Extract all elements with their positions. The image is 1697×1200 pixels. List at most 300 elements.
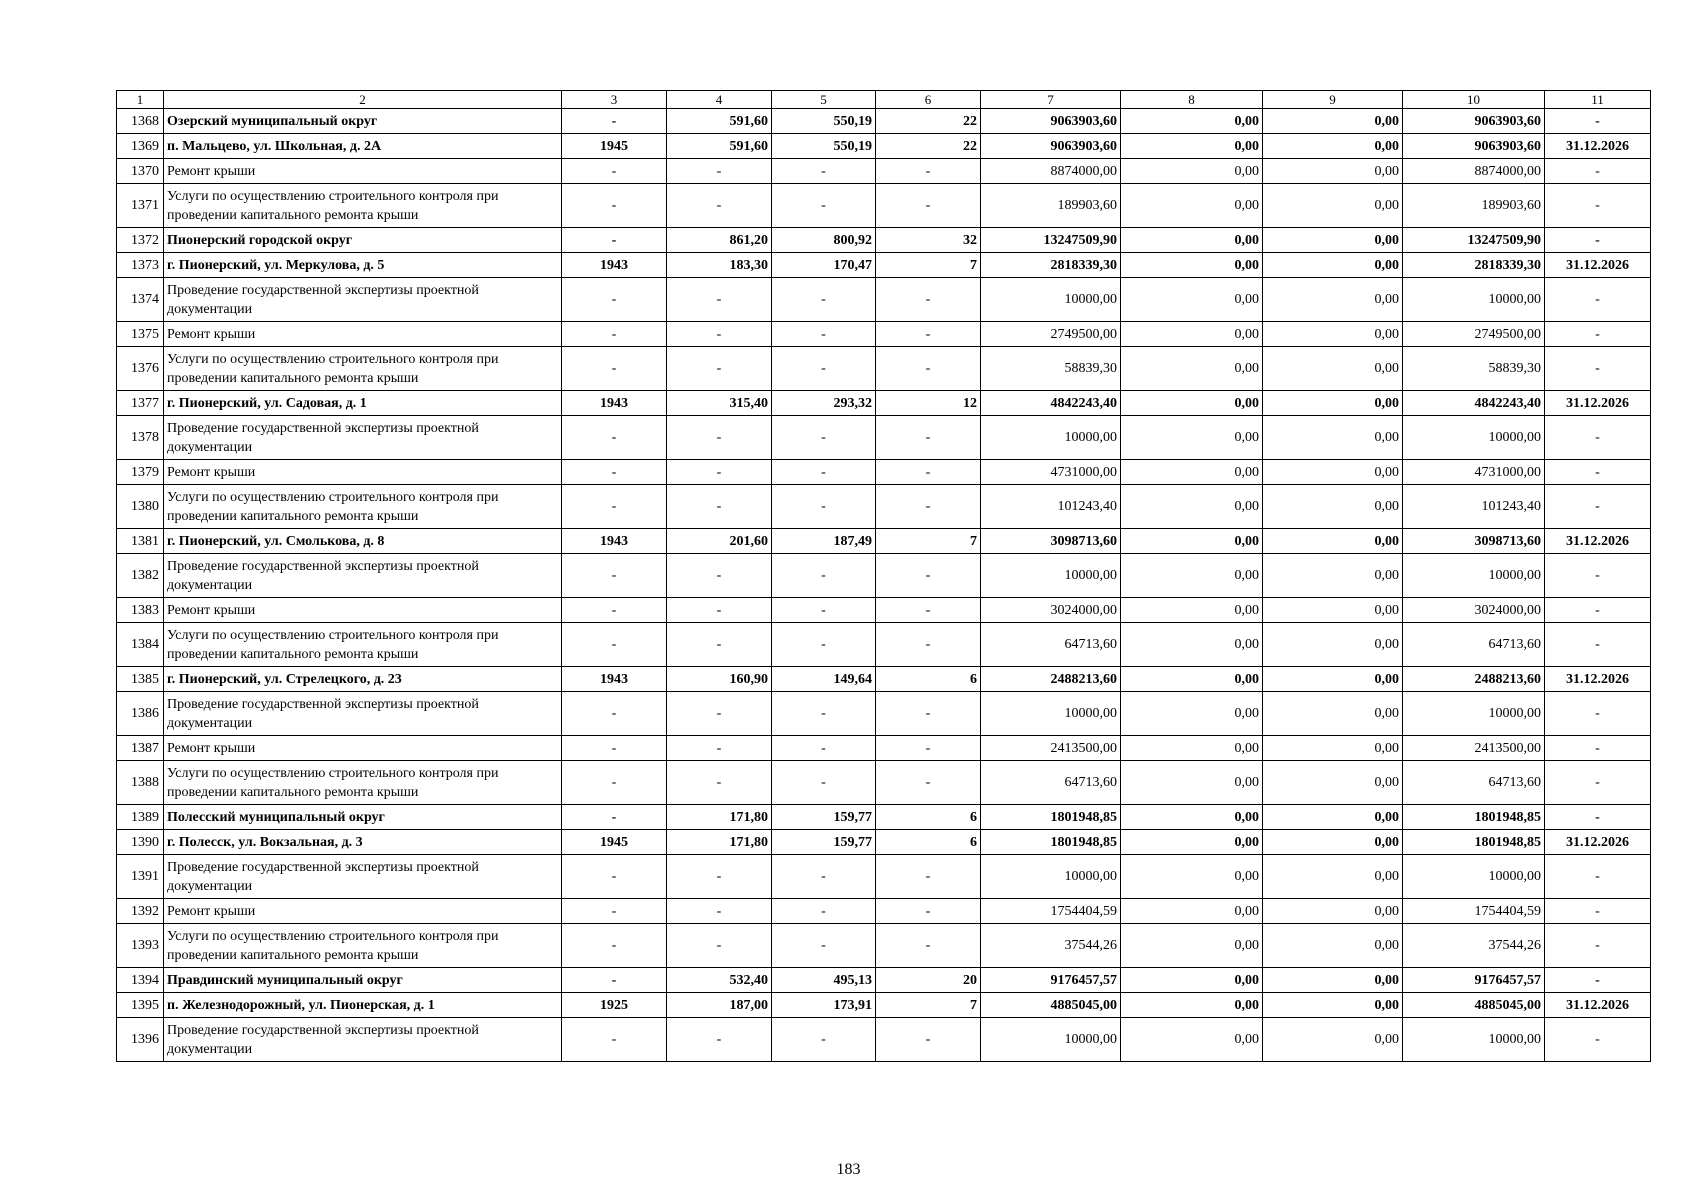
col8-cell: 0,00 — [1121, 391, 1263, 416]
deadline-cell: - — [1545, 692, 1651, 736]
col5-cell: 149,64 — [772, 667, 876, 692]
column-number-header: 11 — [1545, 91, 1651, 109]
col4-cell: - — [667, 736, 772, 761]
item-name-cell: Услуги по осуществлению строительного контроля при проведении капитального ремонта крыши — [164, 347, 562, 391]
row-number-cell: 1372 — [117, 228, 164, 253]
col8-cell: 0,00 — [1121, 968, 1263, 993]
col6-cell: - — [876, 899, 981, 924]
col8-cell: 0,00 — [1121, 109, 1263, 134]
col6-cell: 7 — [876, 993, 981, 1018]
table-row — [117, 692, 1651, 736]
col10-cell: 58839,30 — [1403, 347, 1545, 391]
col9-cell: 0,00 — [1263, 736, 1403, 761]
row-number-cell: 1376 — [117, 347, 164, 391]
col6-cell: - — [876, 322, 981, 347]
build-year-cell: 1943 — [562, 529, 667, 554]
total-cost-cell: 10000,00 — [981, 1018, 1121, 1062]
row-number-cell: 1391 — [117, 855, 164, 899]
col9-cell: 0,00 — [1263, 554, 1403, 598]
table-row — [117, 109, 1651, 134]
col5-cell: - — [772, 598, 876, 623]
build-year-cell: - — [562, 278, 667, 322]
col10-cell: 3024000,00 — [1403, 598, 1545, 623]
col4-cell: - — [667, 692, 772, 736]
item-name-cell: Услуги по осуществлению строительного контроля при проведении капитального ремонта крыши — [164, 761, 562, 805]
col8-cell: 0,00 — [1121, 598, 1263, 623]
row-number-cell: 1392 — [117, 899, 164, 924]
column-number-header: 6 — [876, 91, 981, 109]
table-row — [117, 416, 1651, 460]
build-year-cell: - — [562, 184, 667, 228]
table-row — [117, 322, 1651, 347]
item-name-cell: Полесский муниципальный округ — [164, 805, 562, 830]
col5-cell: - — [772, 159, 876, 184]
build-year-cell: - — [562, 109, 667, 134]
build-year-cell: 1945 — [562, 134, 667, 159]
col6-cell: - — [876, 855, 981, 899]
table-row — [117, 228, 1651, 253]
row-number-cell: 1393 — [117, 924, 164, 968]
build-year-cell: - — [562, 899, 667, 924]
build-year-cell: - — [562, 623, 667, 667]
deadline-cell: - — [1545, 109, 1651, 134]
column-number-header: 2 — [164, 91, 562, 109]
table-row — [117, 924, 1651, 968]
table-row — [117, 134, 1651, 159]
col10-cell: 9176457,57 — [1403, 968, 1545, 993]
col5-cell: - — [772, 736, 876, 761]
column-number-header: 7 — [981, 91, 1121, 109]
col6-cell: - — [876, 692, 981, 736]
item-name-cell: Проведение государственной экспертизы проектной документации — [164, 1018, 562, 1062]
table-row — [117, 805, 1651, 830]
col10-cell: 10000,00 — [1403, 1018, 1545, 1062]
build-year-cell: - — [562, 416, 667, 460]
col9-cell: 0,00 — [1263, 391, 1403, 416]
col9-cell: 0,00 — [1263, 830, 1403, 855]
col10-cell: 64713,60 — [1403, 623, 1545, 667]
deadline-cell: - — [1545, 736, 1651, 761]
col8-cell: 0,00 — [1121, 692, 1263, 736]
col5-cell: 800,92 — [772, 228, 876, 253]
item-name-cell: Проведение государственной экспертизы проектной документации — [164, 855, 562, 899]
col10-cell: 8874000,00 — [1403, 159, 1545, 184]
build-year-cell: - — [562, 692, 667, 736]
total-cost-cell: 10000,00 — [981, 416, 1121, 460]
col6-cell: - — [876, 554, 981, 598]
row-number-cell: 1384 — [117, 623, 164, 667]
deadline-cell: 31.12.2026 — [1545, 993, 1651, 1018]
item-name-cell: п. Железнодорожный, ул. Пионерская, д. 1 — [164, 993, 562, 1018]
deadline-cell: 31.12.2026 — [1545, 830, 1651, 855]
total-cost-cell: 1801948,85 — [981, 830, 1121, 855]
col9-cell: 0,00 — [1263, 322, 1403, 347]
col8-cell: 0,00 — [1121, 667, 1263, 692]
col5-cell: - — [772, 278, 876, 322]
col6-cell: 20 — [876, 968, 981, 993]
item-name-cell: Услуги по осуществлению строительного контроля при проведении капитального ремонта крыши — [164, 623, 562, 667]
build-year-cell: 1943 — [562, 667, 667, 692]
item-name-cell: Ремонт крыши — [164, 598, 562, 623]
col6-cell: - — [876, 736, 981, 761]
col10-cell: 9063903,60 — [1403, 134, 1545, 159]
table-row — [117, 968, 1651, 993]
col6-cell: 7 — [876, 253, 981, 278]
col10-cell: 10000,00 — [1403, 692, 1545, 736]
item-name-cell: Проведение государственной экспертизы проектной документации — [164, 278, 562, 322]
column-number-header: 4 — [667, 91, 772, 109]
col6-cell: 22 — [876, 134, 981, 159]
total-cost-cell: 64713,60 — [981, 623, 1121, 667]
item-name-cell: Ремонт крыши — [164, 899, 562, 924]
col9-cell: 0,00 — [1263, 623, 1403, 667]
col10-cell: 10000,00 — [1403, 855, 1545, 899]
row-number-cell: 1389 — [117, 805, 164, 830]
col6-cell: - — [876, 460, 981, 485]
deadline-cell: 31.12.2026 — [1545, 391, 1651, 416]
col9-cell: 0,00 — [1263, 598, 1403, 623]
row-number-cell: 1381 — [117, 529, 164, 554]
col8-cell: 0,00 — [1121, 529, 1263, 554]
col9-cell: 0,00 — [1263, 184, 1403, 228]
col8-cell: 0,00 — [1121, 1018, 1263, 1062]
column-number-header: 9 — [1263, 91, 1403, 109]
row-number-cell: 1374 — [117, 278, 164, 322]
col8-cell: 0,00 — [1121, 736, 1263, 761]
col4-cell: 183,30 — [667, 253, 772, 278]
col5-cell: - — [772, 460, 876, 485]
deadline-cell: - — [1545, 228, 1651, 253]
col6-cell: - — [876, 598, 981, 623]
col5-cell: 550,19 — [772, 134, 876, 159]
deadline-cell: - — [1545, 924, 1651, 968]
col9-cell: 0,00 — [1263, 485, 1403, 529]
row-number-cell: 1383 — [117, 598, 164, 623]
col4-cell: 591,60 — [667, 109, 772, 134]
row-number-cell: 1388 — [117, 761, 164, 805]
build-year-cell: - — [562, 924, 667, 968]
col5-cell: - — [772, 416, 876, 460]
total-cost-cell: 3098713,60 — [981, 529, 1121, 554]
deadline-cell: - — [1545, 598, 1651, 623]
table-row — [117, 460, 1651, 485]
table-row — [117, 278, 1651, 322]
col5-cell: - — [772, 623, 876, 667]
col6-cell: - — [876, 159, 981, 184]
col4-cell: - — [667, 598, 772, 623]
col6-cell: 6 — [876, 805, 981, 830]
col10-cell: 1801948,85 — [1403, 805, 1545, 830]
col5-cell: - — [772, 322, 876, 347]
col6-cell: 22 — [876, 109, 981, 134]
col5-cell: - — [772, 899, 876, 924]
col5-cell: 159,77 — [772, 805, 876, 830]
deadline-cell: 31.12.2026 — [1545, 253, 1651, 278]
col9-cell: 0,00 — [1263, 278, 1403, 322]
total-cost-cell: 1754404,59 — [981, 899, 1121, 924]
build-year-cell: - — [562, 554, 667, 598]
row-number-cell: 1395 — [117, 993, 164, 1018]
col10-cell: 1801948,85 — [1403, 830, 1545, 855]
table-row — [117, 993, 1651, 1018]
row-number-cell: 1375 — [117, 322, 164, 347]
col5-cell: - — [772, 761, 876, 805]
col8-cell: 0,00 — [1121, 253, 1263, 278]
col5-cell: 187,49 — [772, 529, 876, 554]
col4-cell: 171,80 — [667, 805, 772, 830]
build-year-cell: 1943 — [562, 253, 667, 278]
table-row — [117, 736, 1651, 761]
col5-cell: 550,19 — [772, 109, 876, 134]
col5-cell: 173,91 — [772, 993, 876, 1018]
col10-cell: 4731000,00 — [1403, 460, 1545, 485]
col8-cell: 0,00 — [1121, 278, 1263, 322]
column-number-header-row — [117, 91, 1651, 109]
row-number-cell: 1386 — [117, 692, 164, 736]
row-number-cell: 1382 — [117, 554, 164, 598]
deadline-cell: - — [1545, 968, 1651, 993]
col6-cell: - — [876, 924, 981, 968]
total-cost-cell: 4885045,00 — [981, 993, 1121, 1018]
row-number-cell: 1368 — [117, 109, 164, 134]
table-row — [117, 598, 1651, 623]
row-number-cell: 1377 — [117, 391, 164, 416]
col10-cell: 2818339,30 — [1403, 253, 1545, 278]
col9-cell: 0,00 — [1263, 761, 1403, 805]
col6-cell: - — [876, 485, 981, 529]
deadline-cell: - — [1545, 460, 1651, 485]
col10-cell: 4842243,40 — [1403, 391, 1545, 416]
row-number-cell: 1373 — [117, 253, 164, 278]
col9-cell: 0,00 — [1263, 228, 1403, 253]
item-name-cell: г. Пионерский, ул. Стрелецкого, д. 23 — [164, 667, 562, 692]
column-number-header: 8 — [1121, 91, 1263, 109]
col4-cell: - — [667, 347, 772, 391]
row-number-cell: 1387 — [117, 736, 164, 761]
deadline-cell: - — [1545, 159, 1651, 184]
col6-cell: - — [876, 1018, 981, 1062]
col8-cell: 0,00 — [1121, 228, 1263, 253]
col8-cell: 0,00 — [1121, 347, 1263, 391]
deadline-cell: 31.12.2026 — [1545, 134, 1651, 159]
col5-cell: - — [772, 1018, 876, 1062]
total-cost-cell: 2488213,60 — [981, 667, 1121, 692]
total-cost-cell: 9063903,60 — [981, 134, 1121, 159]
build-year-cell: - — [562, 968, 667, 993]
col9-cell: 0,00 — [1263, 993, 1403, 1018]
col4-cell: 201,60 — [667, 529, 772, 554]
deadline-cell: - — [1545, 899, 1651, 924]
col10-cell: 10000,00 — [1403, 554, 1545, 598]
col5-cell: - — [772, 554, 876, 598]
total-cost-cell: 58839,30 — [981, 347, 1121, 391]
total-cost-cell: 4731000,00 — [981, 460, 1121, 485]
item-name-cell: Проведение государственной экспертизы проектной документации — [164, 554, 562, 598]
col5-cell: 293,32 — [772, 391, 876, 416]
build-year-cell: - — [562, 598, 667, 623]
col8-cell: 0,00 — [1121, 134, 1263, 159]
col10-cell: 10000,00 — [1403, 278, 1545, 322]
col6-cell: 6 — [876, 667, 981, 692]
build-year-cell: 1945 — [562, 830, 667, 855]
deadline-cell: - — [1545, 855, 1651, 899]
col10-cell: 1754404,59 — [1403, 899, 1545, 924]
col6-cell: - — [876, 278, 981, 322]
build-year-cell: - — [562, 460, 667, 485]
col4-cell: - — [667, 623, 772, 667]
col4-cell: - — [667, 184, 772, 228]
build-year-cell: - — [562, 1018, 667, 1062]
col9-cell: 0,00 — [1263, 924, 1403, 968]
col9-cell: 0,00 — [1263, 855, 1403, 899]
total-cost-cell: 2818339,30 — [981, 253, 1121, 278]
item-name-cell: п. Мальцево, ул. Школьная, д. 2А — [164, 134, 562, 159]
col4-cell: - — [667, 924, 772, 968]
col4-cell: 187,00 — [667, 993, 772, 1018]
col8-cell: 0,00 — [1121, 416, 1263, 460]
total-cost-cell: 9063903,60 — [981, 109, 1121, 134]
col8-cell: 0,00 — [1121, 623, 1263, 667]
row-number-cell: 1390 — [117, 830, 164, 855]
column-number-header: 1 — [117, 91, 164, 109]
total-cost-cell: 10000,00 — [981, 692, 1121, 736]
col5-cell: - — [772, 855, 876, 899]
item-name-cell: г. Пионерский, ул. Меркулова, д. 5 — [164, 253, 562, 278]
row-number-cell: 1369 — [117, 134, 164, 159]
row-number-cell: 1380 — [117, 485, 164, 529]
row-number-cell: 1396 — [117, 1018, 164, 1062]
item-name-cell: Услуги по осуществлению строительного контроля при проведении капитального ремонта крыши — [164, 184, 562, 228]
col8-cell: 0,00 — [1121, 830, 1263, 855]
column-number-header: 5 — [772, 91, 876, 109]
item-name-cell: Услуги по осуществлению строительного контроля при проведении капитального ремонта крыши — [164, 924, 562, 968]
build-year-cell: - — [562, 228, 667, 253]
col10-cell: 13247509,90 — [1403, 228, 1545, 253]
total-cost-cell: 8874000,00 — [981, 159, 1121, 184]
table-row — [117, 391, 1651, 416]
col4-cell: - — [667, 322, 772, 347]
col4-cell: - — [667, 761, 772, 805]
col9-cell: 0,00 — [1263, 416, 1403, 460]
col10-cell: 2413500,00 — [1403, 736, 1545, 761]
deadline-cell: - — [1545, 623, 1651, 667]
build-year-cell: - — [562, 761, 667, 805]
total-cost-cell: 9176457,57 — [981, 968, 1121, 993]
deadline-cell: 31.12.2026 — [1545, 529, 1651, 554]
item-name-cell: Ремонт крыши — [164, 736, 562, 761]
col9-cell: 0,00 — [1263, 968, 1403, 993]
total-cost-cell: 10000,00 — [981, 554, 1121, 598]
col10-cell: 4885045,00 — [1403, 993, 1545, 1018]
item-name-cell: г. Пионерский, ул. Смолькова, д. 8 — [164, 529, 562, 554]
col5-cell: - — [772, 485, 876, 529]
col6-cell: 12 — [876, 391, 981, 416]
col10-cell: 37544,26 — [1403, 924, 1545, 968]
table-row — [117, 1018, 1651, 1062]
item-name-cell: Услуги по осуществлению строительного контроля при проведении капитального ремонта крыши — [164, 485, 562, 529]
deadline-cell: - — [1545, 761, 1651, 805]
item-name-cell: Пионерский городской округ — [164, 228, 562, 253]
total-cost-cell: 1801948,85 — [981, 805, 1121, 830]
row-number-cell: 1385 — [117, 667, 164, 692]
col9-cell: 0,00 — [1263, 805, 1403, 830]
col8-cell: 0,00 — [1121, 761, 1263, 805]
col4-cell: - — [667, 1018, 772, 1062]
col10-cell: 101243,40 — [1403, 485, 1545, 529]
col6-cell: 6 — [876, 830, 981, 855]
deadline-cell: - — [1545, 416, 1651, 460]
col4-cell: - — [667, 485, 772, 529]
col9-cell: 0,00 — [1263, 899, 1403, 924]
col4-cell: - — [667, 899, 772, 924]
build-year-cell: - — [562, 736, 667, 761]
row-number-cell: 1371 — [117, 184, 164, 228]
total-cost-cell: 10000,00 — [981, 278, 1121, 322]
col5-cell: 159,77 — [772, 830, 876, 855]
table-row — [117, 253, 1651, 278]
deadline-cell: - — [1545, 278, 1651, 322]
col6-cell: - — [876, 184, 981, 228]
total-cost-cell: 37544,26 — [981, 924, 1121, 968]
works-table — [116, 90, 1651, 1062]
col4-cell: 315,40 — [667, 391, 772, 416]
col6-cell: 7 — [876, 529, 981, 554]
deadline-cell: - — [1545, 1018, 1651, 1062]
col10-cell: 10000,00 — [1403, 416, 1545, 460]
item-name-cell: г. Полесск, ул. Вокзальная, д. 3 — [164, 830, 562, 855]
deadline-cell: - — [1545, 322, 1651, 347]
total-cost-cell: 10000,00 — [981, 855, 1121, 899]
col4-cell: - — [667, 855, 772, 899]
build-year-cell: 1925 — [562, 993, 667, 1018]
total-cost-cell: 64713,60 — [981, 761, 1121, 805]
column-number-header: 10 — [1403, 91, 1545, 109]
col9-cell: 0,00 — [1263, 159, 1403, 184]
col4-cell: 861,20 — [667, 228, 772, 253]
col10-cell: 3098713,60 — [1403, 529, 1545, 554]
col5-cell: - — [772, 692, 876, 736]
deadline-cell: - — [1545, 347, 1651, 391]
table-row — [117, 485, 1651, 529]
col9-cell: 0,00 — [1263, 529, 1403, 554]
total-cost-cell: 4842243,40 — [981, 391, 1121, 416]
build-year-cell: 1943 — [562, 391, 667, 416]
col4-cell: - — [667, 278, 772, 322]
col8-cell: 0,00 — [1121, 485, 1263, 529]
col8-cell: 0,00 — [1121, 805, 1263, 830]
col6-cell: - — [876, 416, 981, 460]
row-number-cell: 1379 — [117, 460, 164, 485]
item-name-cell: г. Пионерский, ул. Садовая, д. 1 — [164, 391, 562, 416]
col9-cell: 0,00 — [1263, 253, 1403, 278]
row-number-cell: 1378 — [117, 416, 164, 460]
col9-cell: 0,00 — [1263, 667, 1403, 692]
col10-cell: 2488213,60 — [1403, 667, 1545, 692]
col8-cell: 0,00 — [1121, 554, 1263, 598]
row-number-cell: 1370 — [117, 159, 164, 184]
item-name-cell: Проведение государственной экспертизы проектной документации — [164, 692, 562, 736]
col9-cell: 0,00 — [1263, 692, 1403, 736]
col5-cell: - — [772, 184, 876, 228]
table-row — [117, 347, 1651, 391]
build-year-cell: - — [562, 855, 667, 899]
total-cost-cell: 3024000,00 — [981, 598, 1121, 623]
col6-cell: 32 — [876, 228, 981, 253]
col8-cell: 0,00 — [1121, 924, 1263, 968]
col9-cell: 0,00 — [1263, 109, 1403, 134]
table-row — [117, 184, 1651, 228]
col5-cell: 495,13 — [772, 968, 876, 993]
